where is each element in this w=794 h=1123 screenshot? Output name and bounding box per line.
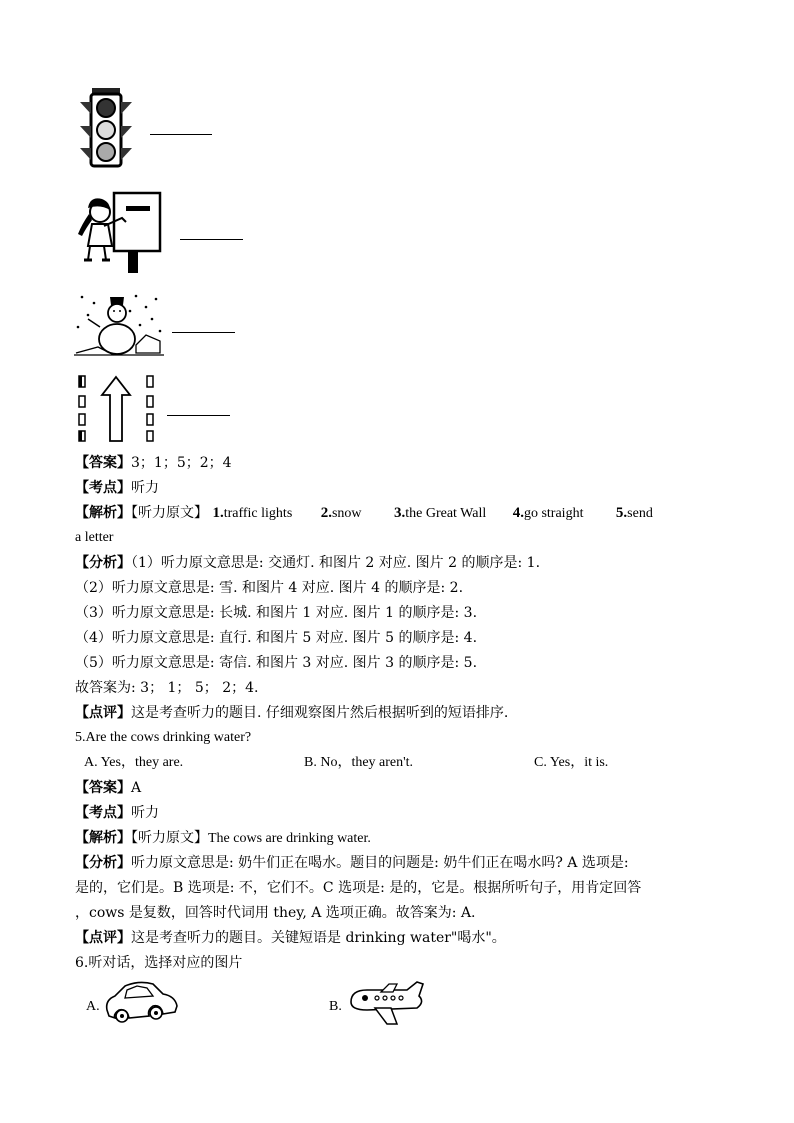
traffic-light-icon — [78, 88, 134, 168]
fenxi-text-1: 听力原文意思是: 奶牛们正在喝水。题目的问题是: 奶牛们正在喝水吗? A 选项是: — [131, 855, 629, 871]
point-value: 听力 — [131, 805, 159, 821]
comment-text: 这是考查听力的题目。关键短语是 drinking water"喝水"。 — [131, 930, 506, 946]
q4-conclusion: 故答案为: 3； 1； 5； 2；4. — [75, 680, 259, 696]
q4-comment — [75, 703, 508, 723]
q5-comment — [75, 928, 506, 948]
point-value: 听力 — [131, 480, 159, 496]
point-label: 【考点】 — [75, 480, 131, 496]
q5-analysis — [75, 828, 371, 849]
answer-value: 3；1；5；2；4 — [131, 455, 232, 471]
q5-answer — [75, 778, 141, 798]
answer-blank-4[interactable] — [167, 415, 230, 416]
item-4-text: go straight — [523, 506, 584, 521]
q5-point — [75, 803, 159, 823]
q4-analysis — [75, 503, 653, 524]
item-3-num: 3. — [393, 505, 406, 521]
q6-option-a-label[interactable]: A. — [86, 999, 100, 1014]
q5-question: 5.Are the cows drinking water? — [75, 730, 252, 745]
q4-fenxi-4: （4）听力原文意思是: 直行. 和图片 5 对应. 图片 5 的顺序是: 4. — [75, 630, 478, 646]
comment-label: 【点评】 — [75, 930, 131, 946]
answer-label: 【答案】 — [75, 455, 131, 471]
item-5-num: 5. — [615, 505, 628, 521]
comment-label: 【点评】 — [75, 705, 131, 721]
item-5-text: send — [627, 506, 653, 521]
item-1-num: 1. — [212, 505, 224, 521]
snowman-icon — [74, 291, 164, 359]
q4-fenxi-1 — [75, 553, 540, 573]
comment-text: 这是考查听力的题目. 仔细观察图片然后根据听到的短语排序. — [131, 705, 509, 721]
q6-option-b-label[interactable]: B. — [329, 999, 342, 1014]
q4-fenxi-5: （5）听力原文意思是: 寄信. 和图片 3 对应. 图片 3 的顺序是: 5. — [75, 655, 478, 671]
orig-label: 【听力原文】 — [131, 830, 208, 846]
q5-fenxi-1 — [75, 853, 629, 873]
q5-option-a[interactable]: A. Yes，they are. — [84, 755, 184, 770]
q4-fenxi-2: （2）听力原文意思是: 雪. 和图片 4 对应. 图片 4 的顺序是: 2. — [75, 580, 464, 596]
q5-fenxi-2: 是的，它们是。B 选项是: 不，它们不。C 选项是: 是的，它是。根据所听句子，用肯定回答 — [75, 880, 642, 896]
item-2-text: snow — [331, 506, 362, 521]
q5-fenxi-3: ，cows 是复数，回答时代词用 they, A 选项正确。故答案为: A. — [75, 905, 476, 921]
q4-answer — [75, 453, 232, 473]
answer-value: A — [131, 780, 142, 796]
fenxi-label: 【分析】 — [75, 555, 131, 571]
answer-label: 【答案】 — [75, 780, 131, 796]
fenxi-text-1: （1）听力原文意思是: 交通灯. 和图片 2 对应. 图片 2 的顺序是: 1. — [131, 555, 541, 571]
orig-label: 【听力原文】 — [131, 505, 208, 521]
item-4-num: 4. — [512, 505, 524, 521]
analysis-label: 【解析】 — [75, 830, 131, 846]
answer-blank-1[interactable] — [150, 134, 212, 135]
orig-text: The cows are drinking water. — [208, 831, 371, 846]
q4-fenxi-3: （3）听力原文意思是: 长城. 和图片 1 对应. 图片 1 的顺序是: 3. — [75, 605, 478, 621]
fenxi-label: 【分析】 — [75, 855, 131, 871]
point-label: 【考点】 — [75, 805, 131, 821]
q6-question: 6.听对话，选择对应的图片 — [75, 955, 243, 971]
airplane-icon[interactable] — [345, 980, 427, 1028]
item-1-text: traffic lights — [223, 506, 293, 521]
answer-blank-2[interactable] — [180, 239, 243, 240]
girl-posting-letter-icon — [74, 190, 164, 275]
go-straight-arrow-icon — [76, 373, 156, 443]
item-2-num: 2. — [320, 505, 332, 521]
analysis-label: 【解析】 — [75, 505, 131, 521]
q4-point — [75, 478, 159, 498]
q5-option-b[interactable]: B. No，they aren't. — [304, 755, 414, 770]
car-icon[interactable] — [103, 980, 179, 1024]
answer-blank-3[interactable] — [172, 332, 235, 333]
item-3-text: the Great Wall — [405, 506, 487, 521]
q4-items-continued: a letter — [75, 530, 114, 545]
q5-option-c[interactable]: C. Yes，it is. — [534, 755, 609, 770]
